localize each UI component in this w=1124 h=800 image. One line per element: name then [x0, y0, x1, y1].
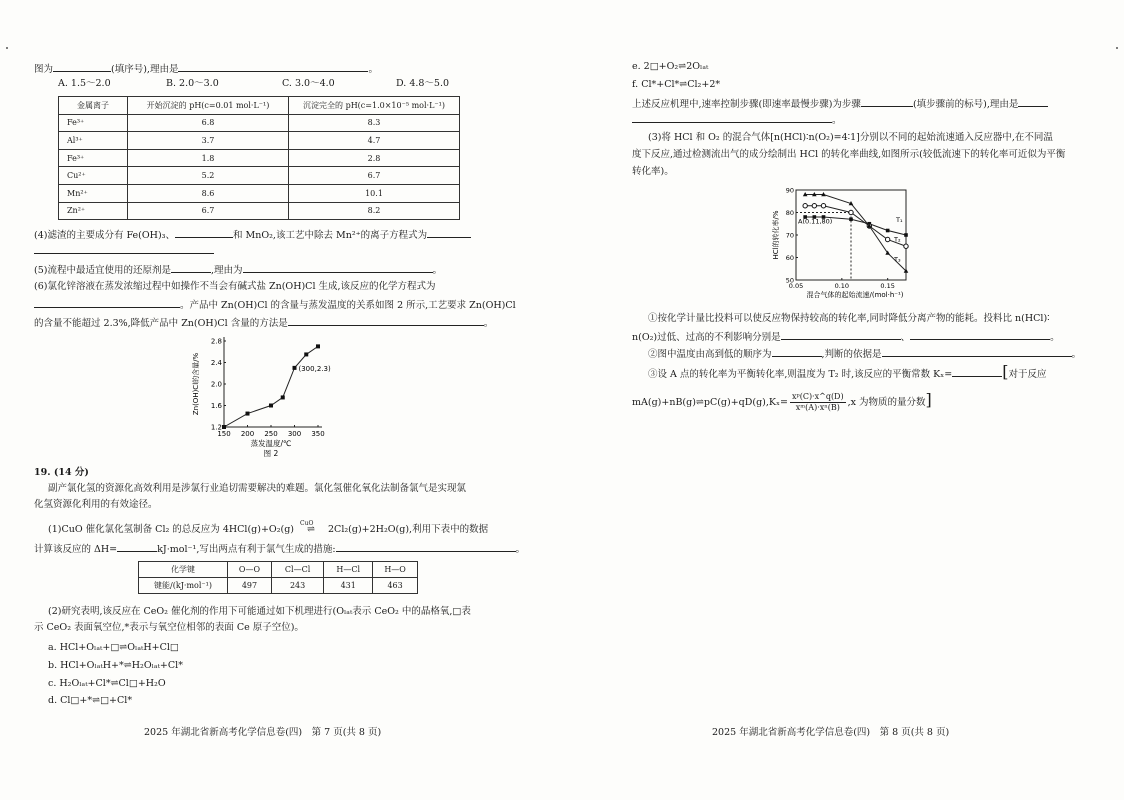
x-tick-label: 300: [287, 430, 302, 438]
point-a-label: A(0.11,80): [798, 217, 833, 226]
text: 。: [515, 544, 526, 555]
answer-blank[interactable]: [117, 541, 157, 552]
ph-end-cell: 2.8: [289, 149, 460, 167]
text: 。: [483, 318, 494, 329]
q19-2-line1: (2)研究表明,该反应在 CeO₂ 催化剂的作用下可能通过如下机理进行(Oₗₐₜ表示 CeO₂ 中的晶格氧,□表: [48, 606, 471, 617]
y-axis-label: HCl的转化率/%: [772, 210, 780, 260]
hcl-conversion-chart: [770, 182, 920, 306]
fraction-denominator: xᵐ(A)·xⁿ(B): [795, 403, 840, 412]
data-point: [281, 395, 285, 399]
text: n(O₂)过低、过高的不利影响分别是: [632, 332, 781, 343]
text: (5)流程中最适宜使用的还原剂是: [34, 265, 171, 276]
data-point: [904, 233, 908, 237]
answer-blank[interactable]: [178, 61, 368, 72]
data-point: [304, 352, 308, 356]
table-row: [139, 578, 418, 594]
text: (1)CuO 催化氯化氢制备 Cl₂ 的总反应为 4HCl(g)+O₂(g): [48, 524, 295, 535]
y-tick-label: 2.4: [210, 359, 222, 367]
data-point: [222, 425, 226, 429]
page-8: [562, 0, 1124, 800]
x-tick-label: 250: [264, 430, 278, 438]
answer-blank[interactable]: [336, 541, 516, 552]
ph-start-cell: 3.7: [128, 132, 289, 150]
y-tick-label: 60: [785, 254, 794, 262]
bond-value: 497: [228, 578, 272, 594]
ph-end-cell: 6.7: [289, 167, 460, 185]
text: ,判断的依据是: [821, 349, 882, 360]
table-header-row: [59, 97, 460, 115]
table-row: [59, 132, 460, 150]
q-top-line: [34, 61, 378, 76]
q19-1-line2: [34, 541, 525, 556]
q19-intro-1: 副产氯化氢的资源化高效利用是涉氯行业追切需要解决的难题。氯化氢催化氧化法制备氯气是实现氯: [48, 483, 467, 494]
answer-blank[interactable]: [882, 346, 1072, 357]
fraction: [790, 392, 846, 413]
q3-line1: (3)将 HCl 和 O₂ 的混合气体[n(HCl)∶n(O₂)=4∶1]分别以不同的起始流速通入反应器中,在不同温: [648, 132, 1053, 143]
answer-blank[interactable]: [243, 262, 433, 273]
answer-blank[interactable]: [175, 227, 233, 238]
ph-start-cell: 1.8: [128, 149, 289, 167]
y-tick-label: 90: [785, 186, 794, 195]
x-tick-label: 350: [311, 430, 325, 438]
text: 。: [1071, 349, 1082, 360]
q19-intro-2: 化氢资源化利用的有效途径。: [34, 499, 158, 510]
data-point: [316, 344, 320, 348]
q6-line2: [34, 297, 516, 312]
sub3-line1: [648, 362, 1047, 381]
table-row: [59, 167, 460, 185]
y-tick-label: 80: [785, 209, 794, 217]
data-point: [812, 204, 816, 208]
sub2-line: [648, 346, 1081, 361]
table-header: 沉淀完全的 pH(c=1.0×10⁻⁵ mol·L⁻¹): [289, 97, 460, 115]
figure-2-chart: [190, 335, 340, 457]
table-header-row: [139, 562, 418, 578]
ion-cell: Mn²⁺: [59, 184, 128, 202]
data-point: [849, 210, 853, 214]
ph-start-cell: 6.7: [128, 202, 289, 220]
text: 上述反应机理中,速率控制步骤(即速率最慢步骤)为步骤: [632, 99, 861, 110]
x-axis-label: 混合气体的起始流速/(mol·h⁻¹): [806, 291, 904, 299]
text: 图为: [34, 64, 54, 75]
ph-end-cell: 10.1: [289, 184, 460, 202]
series-label: T₁: [896, 215, 903, 224]
ion-cell: Zn²⁺: [59, 202, 128, 220]
mechanism-step-b: b. HCl+OₗₐₜH+*⇌H₂Oₗₐₜ+Cl*: [48, 660, 183, 671]
bond-value: 243: [271, 578, 323, 594]
row-label: 键能/(kJ·mol⁻¹): [139, 578, 228, 594]
ph-start-cell: 8.6: [128, 184, 289, 202]
data-point: [885, 237, 889, 241]
data-point: [886, 229, 890, 233]
text: mA(g)+nB(g)⇌pC(g)+qD(g),Kₓ=: [632, 397, 788, 408]
sub1-line2: [632, 329, 1060, 344]
ph-start-cell: 6.8: [128, 114, 289, 132]
answer-blank[interactable]: [53, 61, 111, 72]
x-tick-label: 0.15: [880, 282, 895, 290]
q4-continuation: [34, 243, 214, 258]
series-label: T₃: [894, 255, 901, 264]
text: ,x 为物质的量分数: [847, 397, 926, 408]
table-header: 化学键: [139, 562, 228, 578]
answer-blank[interactable]: [288, 315, 484, 326]
data-point: [904, 244, 908, 248]
x-axis-label: 蒸发温度/℃: [250, 439, 292, 448]
table-header: O—O: [228, 562, 272, 578]
answer-blank[interactable]: [171, 262, 211, 273]
ion-cell: Cu²⁺: [59, 167, 128, 185]
figure-caption: 图 2: [263, 449, 279, 457]
q6-line1: (6)氯化锌溶液在蒸发浓缩过程中如操作不当会有碱式盐 Zn(OH)Cl 生成,该反应的化学方程式为: [34, 281, 436, 292]
series-label: T₂: [894, 235, 901, 244]
mechanism-step-c: c. H₂Oₗₐₜ+Cl*⇌Cl□+H₂O: [48, 678, 166, 689]
answer-blank[interactable]: [772, 346, 822, 357]
x-tick-label: 0.10: [834, 282, 850, 290]
y-tick-label: 2.0: [210, 380, 222, 389]
answer-blank[interactable]: [34, 243, 214, 254]
x-tick-label: 150: [217, 430, 231, 438]
q3-line3: 转化率)。: [632, 166, 674, 177]
y-tick-label: 50: [785, 276, 794, 285]
ph-end-cell: 8.2: [289, 202, 460, 220]
series-line-2: [805, 206, 906, 247]
text: 对于反应: [1008, 369, 1047, 380]
option-d: D. 4.8～5.0: [396, 78, 450, 89]
text: 。: [832, 115, 842, 126]
mechanism-step-a: a. HCl+Oₗₐₜ+□⇌OₗₐₜH+Cl□: [48, 642, 179, 653]
page-footer: 2025 年湖北省新高考化学信息卷(四) 第 7 页(共 8 页): [144, 727, 382, 738]
ph-end-cell: 8.3: [289, 114, 460, 132]
annotation-label: (300,2.3): [298, 364, 331, 373]
arrow-glyph: ⇌: [307, 524, 315, 535]
text: kJ·mol⁻¹,写出两点有利于氯气生成的措施:: [157, 544, 336, 555]
text: 。: [1050, 332, 1060, 343]
q3-line2: 度下反应,通过检测流出气的成分绘制出 HCl 的转化率曲线,如图所示(较低流速下的转化率可近似为平衡: [632, 149, 1066, 160]
text: 。: [432, 265, 443, 276]
text: (填序号),理由是: [111, 64, 179, 75]
data-point: [293, 366, 297, 370]
y-axis-label: Zn(OH)Cl的含量/%: [192, 352, 200, 416]
text: (填步骤前的标号),理由是: [912, 99, 1019, 110]
x-tick-label: 200: [240, 430, 255, 438]
answer-blank[interactable]: [34, 297, 180, 308]
sub1-line1: ①按化学计量比投料可以使反应物保持较高的转化率,同时降低分离产物的能耗。投料比 n(HCl)∶: [648, 313, 1050, 324]
ion-cell: Al³⁺: [59, 132, 128, 150]
ph-start-cell: 5.2: [128, 167, 289, 185]
text: 计算该反应的 ΔH=: [34, 544, 118, 555]
bracket-open: [: [1002, 362, 1009, 381]
q5-line: [34, 262, 442, 277]
ph-end-cell: 4.7: [289, 132, 460, 150]
y-tick-label: 2.8: [210, 337, 222, 346]
answer-blank[interactable]: [632, 112, 832, 123]
reversible-arrow: [294, 520, 328, 536]
table-row: [59, 149, 460, 167]
text: 2Cl₂(g)+2H₂O(g),利用下表中的数据: [328, 524, 489, 535]
table-row: [59, 114, 460, 132]
table-header: Cl—Cl: [271, 562, 323, 578]
text: (4)滤渣的主要成分有 Fe(OH)₃、: [34, 230, 175, 241]
bond-value: 431: [324, 578, 373, 594]
answer-blank[interactable]: [781, 329, 901, 340]
catalyst-label: CuO: [300, 520, 314, 527]
data-line: [224, 346, 318, 427]
text: ,理由为: [210, 265, 243, 276]
data-point: [821, 204, 825, 208]
data-point: [803, 204, 807, 208]
ion-cell: Fe³⁺: [59, 149, 128, 167]
text: 。产品中 Zn(OH)Cl 的含量与蒸发温度的关系如图 2 所示,工艺要求 Zn(OH)Cl: [180, 300, 516, 311]
q4-line: [34, 227, 471, 242]
q19-1-line1: [48, 520, 489, 536]
text: 、: [900, 332, 911, 343]
mechanism-step-d: d. Cl□+*⇌□+Cl*: [48, 695, 133, 706]
table-header: 开始沉淀的 pH(c=0.01 mol·L⁻¹): [128, 97, 289, 115]
ion-cell: Fe³⁺: [59, 114, 128, 132]
page-edge-mark: [6, 47, 8, 49]
page-edge-mark: [1116, 47, 1118, 49]
fraction-numerator: xᵖ(C)·x^q(D): [791, 392, 844, 401]
table-header: 金属离子: [59, 97, 128, 115]
y-tick-label: 70: [785, 231, 794, 240]
q6-line3: [34, 315, 493, 330]
option-b: B. 2.0～3.0: [166, 78, 219, 89]
mechanism-step-f: f. Cl*+Cl*⇌Cl₂+2*: [632, 79, 721, 90]
x-tick-label: 0.05: [788, 282, 804, 290]
option-a: A. 1.5～2.0: [58, 78, 111, 89]
answer-blank[interactable]: [861, 96, 913, 107]
table-header: H—Cl: [324, 562, 373, 578]
answer-blank[interactable]: [1018, 96, 1048, 107]
table-row: [59, 202, 460, 220]
table-header: H—O: [373, 562, 418, 578]
option-c: C. 3.0～4.0: [282, 78, 335, 89]
mechanism-step-e: e. 2□+O₂⇌2Oₗₐₜ: [632, 61, 709, 72]
text: 的含量不能超过 2.3%,降低产品中 Zn(OH)Cl 含量的方法是: [34, 318, 288, 329]
ion-ph-table: [58, 96, 460, 220]
sub3-line2: [632, 392, 932, 413]
text: ③设 A 点的转化率为平衡转化率,则温度为 T₂ 时,该反应的平衡常数 Kₓ=: [648, 369, 953, 380]
data-point: [246, 412, 250, 416]
bond-energy-table: [138, 561, 418, 594]
rate-control-continuation: [632, 112, 842, 127]
text: ②图中温度由高到低的顺序为: [648, 349, 772, 360]
table-row: [59, 184, 460, 202]
bond-value: 463: [373, 578, 418, 594]
y-tick-label: 1.2: [210, 423, 222, 432]
answer-blank[interactable]: [910, 329, 1050, 340]
answer-blank[interactable]: [427, 227, 471, 238]
data-point: [269, 404, 273, 408]
rate-control-line: [632, 96, 1048, 111]
text: 和 MnO₂,该工艺中除去 Mn²⁺的离子方程式为: [232, 230, 428, 241]
q19-2-line2: 示 CeO₂ 表面氧空位,*表示与氧空位相邻的表面 Ce 原子空位)。: [34, 622, 304, 633]
q19-title: 19. (14 分): [34, 467, 89, 478]
page-footer: 2025 年湖北省新高考化学信息卷(四) 第 8 页(共 8 页): [712, 727, 950, 738]
y-tick-label: 1.6: [210, 402, 222, 410]
data-point: [849, 217, 853, 221]
bracket-close: ]: [925, 390, 932, 409]
text: 。: [368, 64, 378, 75]
answer-blank[interactable]: [952, 366, 1002, 377]
